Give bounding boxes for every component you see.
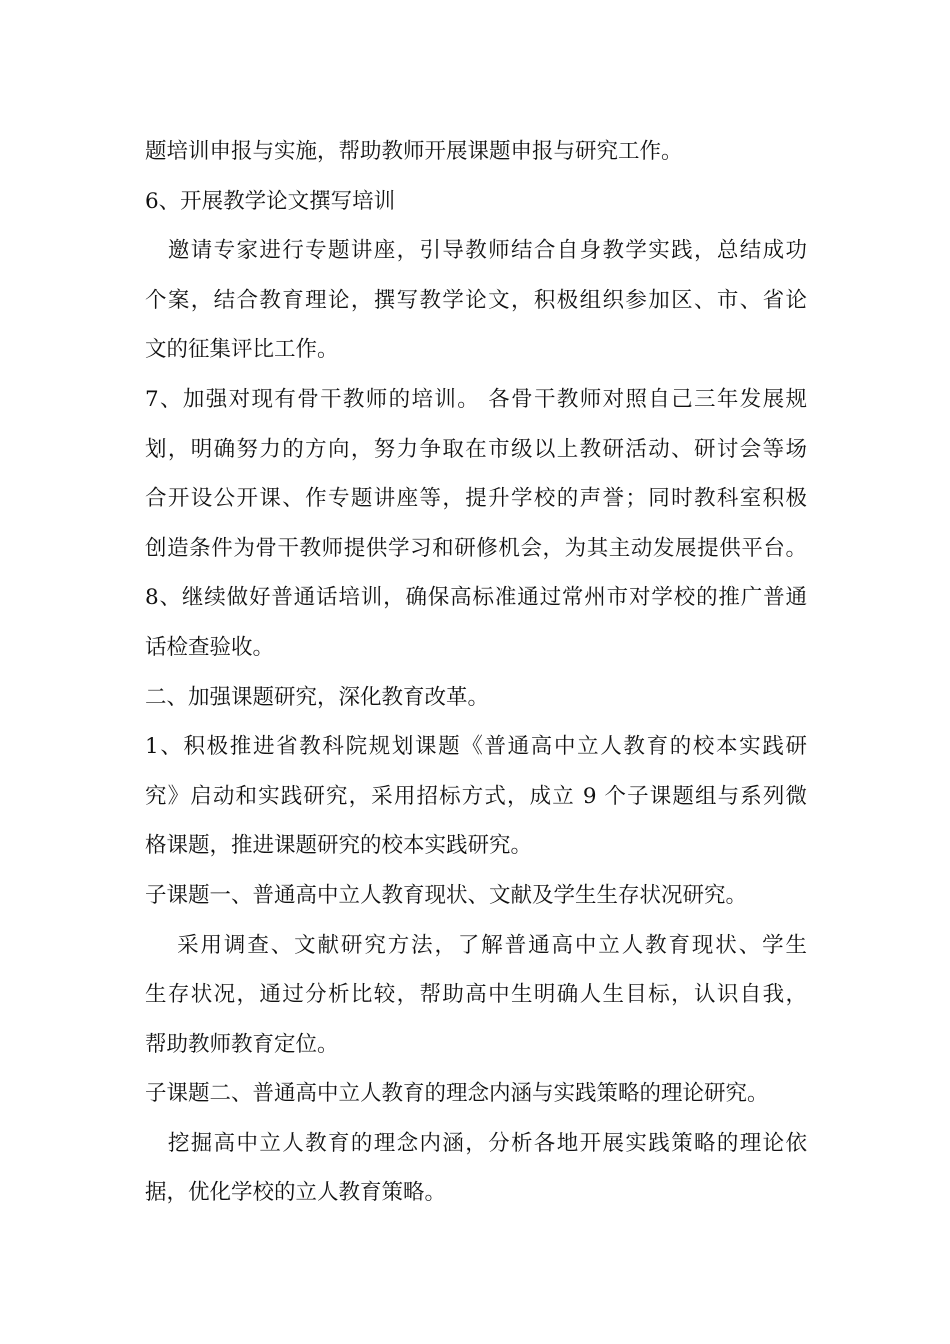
text-line: 创造条件为骨干教师提供学习和研修机会，为其主动发展提供平台。 — [145, 535, 807, 561]
subtopic-heading: 子课题二、普通高中立人教育的理念内涵与实践策略的理论研究。 — [145, 1081, 769, 1107]
text-line: 究》启动和实践研究，采用招标方式，成立 9 个子课题组与系列微 — [145, 783, 807, 809]
text-line: 合开设公开课、作专题讲座等，提升学校的声誉；同时教科室积极 — [145, 486, 807, 512]
section-heading: 8、继续做好普通话培训，确保高标准通过常州市对学校的推广普通 — [145, 585, 807, 611]
section-heading: 7、加强对现有骨干教师的培训。 各骨干教师对照自己三年发展规 — [145, 386, 807, 412]
section-heading: 1、积极推进省教科院规划课题《普通高中立人教育的校本实践研 — [145, 734, 807, 760]
text-line: 采用调查、文献研究方法，了解普通高中立人教育现状、学生 — [145, 932, 807, 958]
subtopic-heading: 子课题一、普通高中立人教育现状、文献及学生生存状况研究。 — [145, 882, 748, 908]
text-line: 邀请专家进行专题讲座，引导教师结合自身教学实践，总结成功 — [145, 238, 807, 264]
text-line: 格课题，推进课题研究的校本实践研究。 — [145, 833, 533, 859]
text-line: 题培训申报与实施，帮助教师开展课题申报与研究工作。 — [145, 139, 683, 164]
text-line: 个案，结合教育理论，撰写教学论文，积极组织参加区、市、省论 — [145, 287, 807, 313]
text-line: 划，明确努力的方向，努力争取在市级以上教研活动、研讨会等场 — [145, 436, 807, 462]
text-line: 据，优化学校的立人教育策略。 — [145, 1180, 447, 1206]
section-heading: 二、加强课题研究，深化教育改革。 — [145, 684, 490, 710]
text-line: 挖掘高中立人教育的理念内涵，分析各地开展实践策略的理论依 — [145, 1130, 807, 1156]
section-heading: 6、开展教学论文撰写培训 — [145, 188, 396, 214]
text-line: 帮助教师教育定位。 — [145, 1031, 339, 1057]
document-body — [145, 127, 807, 1218]
text-line: 生存状况，通过分析比较，帮助高中生明确人生目标，认识自我， — [145, 982, 807, 1008]
text-line: 话检查验收。 — [145, 634, 275, 660]
text-line: 文的征集评比工作。 — [145, 337, 339, 363]
